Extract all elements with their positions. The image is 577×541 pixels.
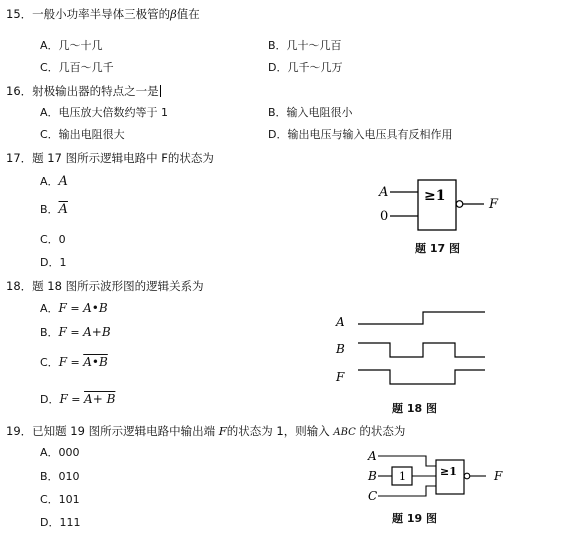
q18-option-c: C．F = A•B bbox=[40, 355, 108, 369]
q18-option-d: D．F = A+ B bbox=[40, 392, 116, 406]
text-cursor bbox=[160, 85, 161, 97]
q17-inverter-bubble bbox=[456, 201, 463, 208]
q19-buffer-symbol: 1 bbox=[399, 470, 406, 483]
q19-output-label: F bbox=[494, 469, 503, 483]
q19-gate-symbol: ≥1 bbox=[440, 465, 457, 478]
q19-option-b: B．010 bbox=[40, 470, 80, 483]
q18-wave-f bbox=[358, 370, 485, 384]
q18-figure-caption: 题 18 图 bbox=[392, 402, 437, 415]
q19-label-c: C bbox=[368, 489, 378, 503]
q18-option-b: B．F = A+B bbox=[40, 325, 111, 339]
q15-stem-post: 值在 bbox=[176, 7, 200, 21]
q17-stem: 17．题 17 图所示逻辑电路中 F的状态为 bbox=[6, 151, 214, 165]
q16-option-c: C．输出电阻很大 bbox=[40, 128, 125, 141]
q16-stem bbox=[6, 84, 161, 98]
q18-waveform-figure bbox=[330, 306, 500, 386]
q19-option-a: A．000 bbox=[40, 446, 80, 459]
q18-label-f: F bbox=[336, 370, 345, 384]
q17-input-0-label: 0 bbox=[380, 209, 389, 224]
q17-option-d: D．1 bbox=[40, 256, 67, 269]
q19-label-b: B bbox=[368, 469, 377, 483]
q15-option-a: A．几～十几 bbox=[40, 39, 103, 52]
q16-option-a: A．电压放大倍数约等于 1 bbox=[40, 106, 169, 119]
q19-wire-a bbox=[378, 456, 436, 466]
q15-stem bbox=[6, 7, 200, 21]
q19-label-a: A bbox=[368, 449, 377, 463]
q19-wire-c bbox=[378, 486, 436, 496]
q19-option-c: C．101 bbox=[40, 493, 80, 506]
q19-stem: 19．已知题 19 图所示逻辑电路中输出端 F的状态为 1，则输入 ABC 的状态为 bbox=[6, 424, 406, 438]
q15-option-d: D．几千～几万 bbox=[268, 61, 343, 74]
q18-wave-b bbox=[358, 343, 485, 357]
q17-figure bbox=[370, 176, 510, 246]
q16-stem-text: 16．射极输出器的特点之一是 bbox=[6, 84, 159, 98]
q15-stem-pre: 15．一般小功率半导体三极管的 bbox=[6, 7, 171, 21]
q18-wave-a bbox=[358, 312, 485, 324]
q17-input-a-label: A bbox=[379, 185, 389, 200]
q17-option-c: C．0 bbox=[40, 233, 66, 246]
q19-figure-caption: 题 19 图 bbox=[392, 512, 437, 525]
q17-gate-symbol: ≥1 bbox=[424, 188, 446, 204]
q17-option-b: B．$\overline{A}$ bbox=[40, 202, 68, 217]
q17-figure-caption: 题 17 图 bbox=[415, 242, 460, 255]
q17-option-a: A．A bbox=[40, 174, 68, 189]
q15-option-c: C．几百～几千 bbox=[40, 61, 114, 74]
q18-label-b: B bbox=[336, 342, 345, 356]
q19-inverter-bubble bbox=[464, 473, 470, 479]
q15-option-b: B．几十～几百 bbox=[268, 39, 342, 52]
q19-option-d: D．111 bbox=[40, 516, 81, 529]
q18-label-a: A bbox=[336, 315, 345, 329]
beta-symbol: β bbox=[170, 7, 177, 21]
q16-option-b: B．输入电阻很小 bbox=[268, 106, 353, 119]
q19-figure bbox=[366, 448, 526, 508]
q18-stem: 18．题 18 图所示波形图的逻辑关系为 bbox=[6, 279, 204, 293]
q17-output-label: F bbox=[489, 197, 499, 212]
q16-option-d: D．输出电压与输入电压具有反相作用 bbox=[268, 128, 453, 141]
q18-option-a: A．F = A•B bbox=[40, 301, 108, 315]
